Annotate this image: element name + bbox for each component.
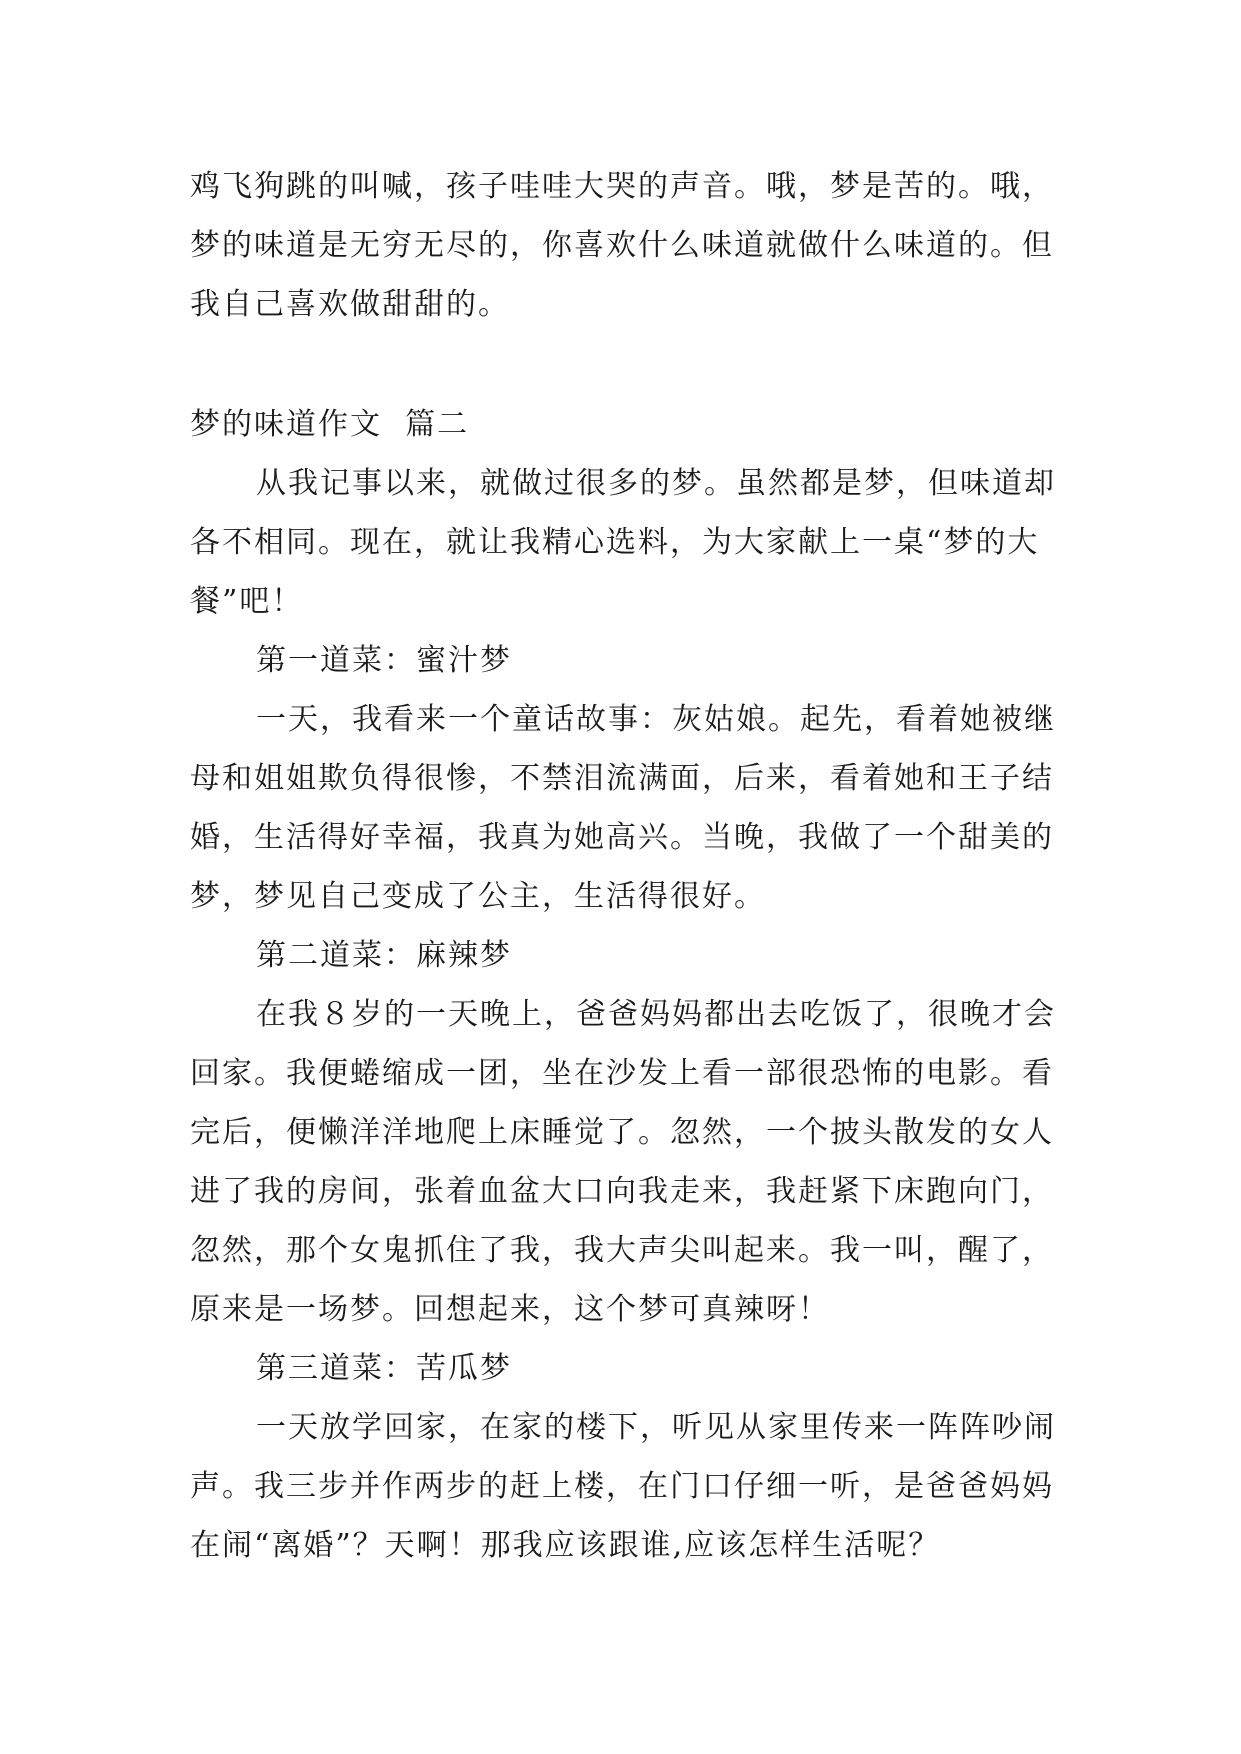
section-heading-block xyxy=(190,395,1070,454)
intro-text-block xyxy=(190,157,1070,334)
dish-heading-1: 第一道菜：蜜汁梦 xyxy=(256,643,512,678)
section-heading: 梦的味道作文 篇二 xyxy=(190,407,470,442)
body-paragraph: 在我８岁的一天晚上，爸爸妈妈都出去吃饭了，很晚才会回家。我便蜷缩成一团，坐在沙发上看一部很恐怖的电影。看完后，便懒洋洋地爬上床睡觉了。忽然，一个披头散发的女人进了我的房间，张着血盆大口向我走来，我赶紧下床跑向门，忽然，那个女鬼抓住了我，我大声尖叫起来。我一叫，醒了，原来是一场梦。回想起来，这个梦可真辣呀！ xyxy=(190,997,1056,1327)
intro-paragraph: 鸡飞狗跳的叫喊，孩子哇哇大哭的声音。哦，梦是苦的。哦，梦的味道是无穷无尽的，你喜欢什么味道就做什么味道的。但我自己喜欢做甜甜的。 xyxy=(190,169,1054,322)
body-paragraph: 从我记事以来，就做过很多的梦。虽然都是梦，但味道却各不相同。现在，就让我精心选料，为大家献上一桌“梦的大餐”吧！ xyxy=(190,466,1056,619)
dish-heading-2: 第二道菜：麻辣梦 xyxy=(256,938,512,973)
dish-heading-3: 第三道菜：苦瓜梦 xyxy=(256,1351,512,1386)
body-text-block xyxy=(190,454,1070,1575)
body-paragraph: 一天放学回家，在家的楼下，听见从家里传来一阵阵吵闹声。我三步并作两步的赶上楼，在门口仔细一听，是爸爸妈妈在闹“离婚”？天啊！那我应该跟谁,应该怎样生活呢？ xyxy=(190,1410,1056,1563)
body-paragraph: 一天，我看来一个童话故事：灰姑娘。起先，看着她被继母和姐姐欺负得很惨，不禁泪流满面，后来，看着她和王子结婚，生活得好幸福，我真为她高兴。当晚，我做了一个甜美的梦，梦见自己变成了公主，生活得很好。 xyxy=(190,702,1056,914)
